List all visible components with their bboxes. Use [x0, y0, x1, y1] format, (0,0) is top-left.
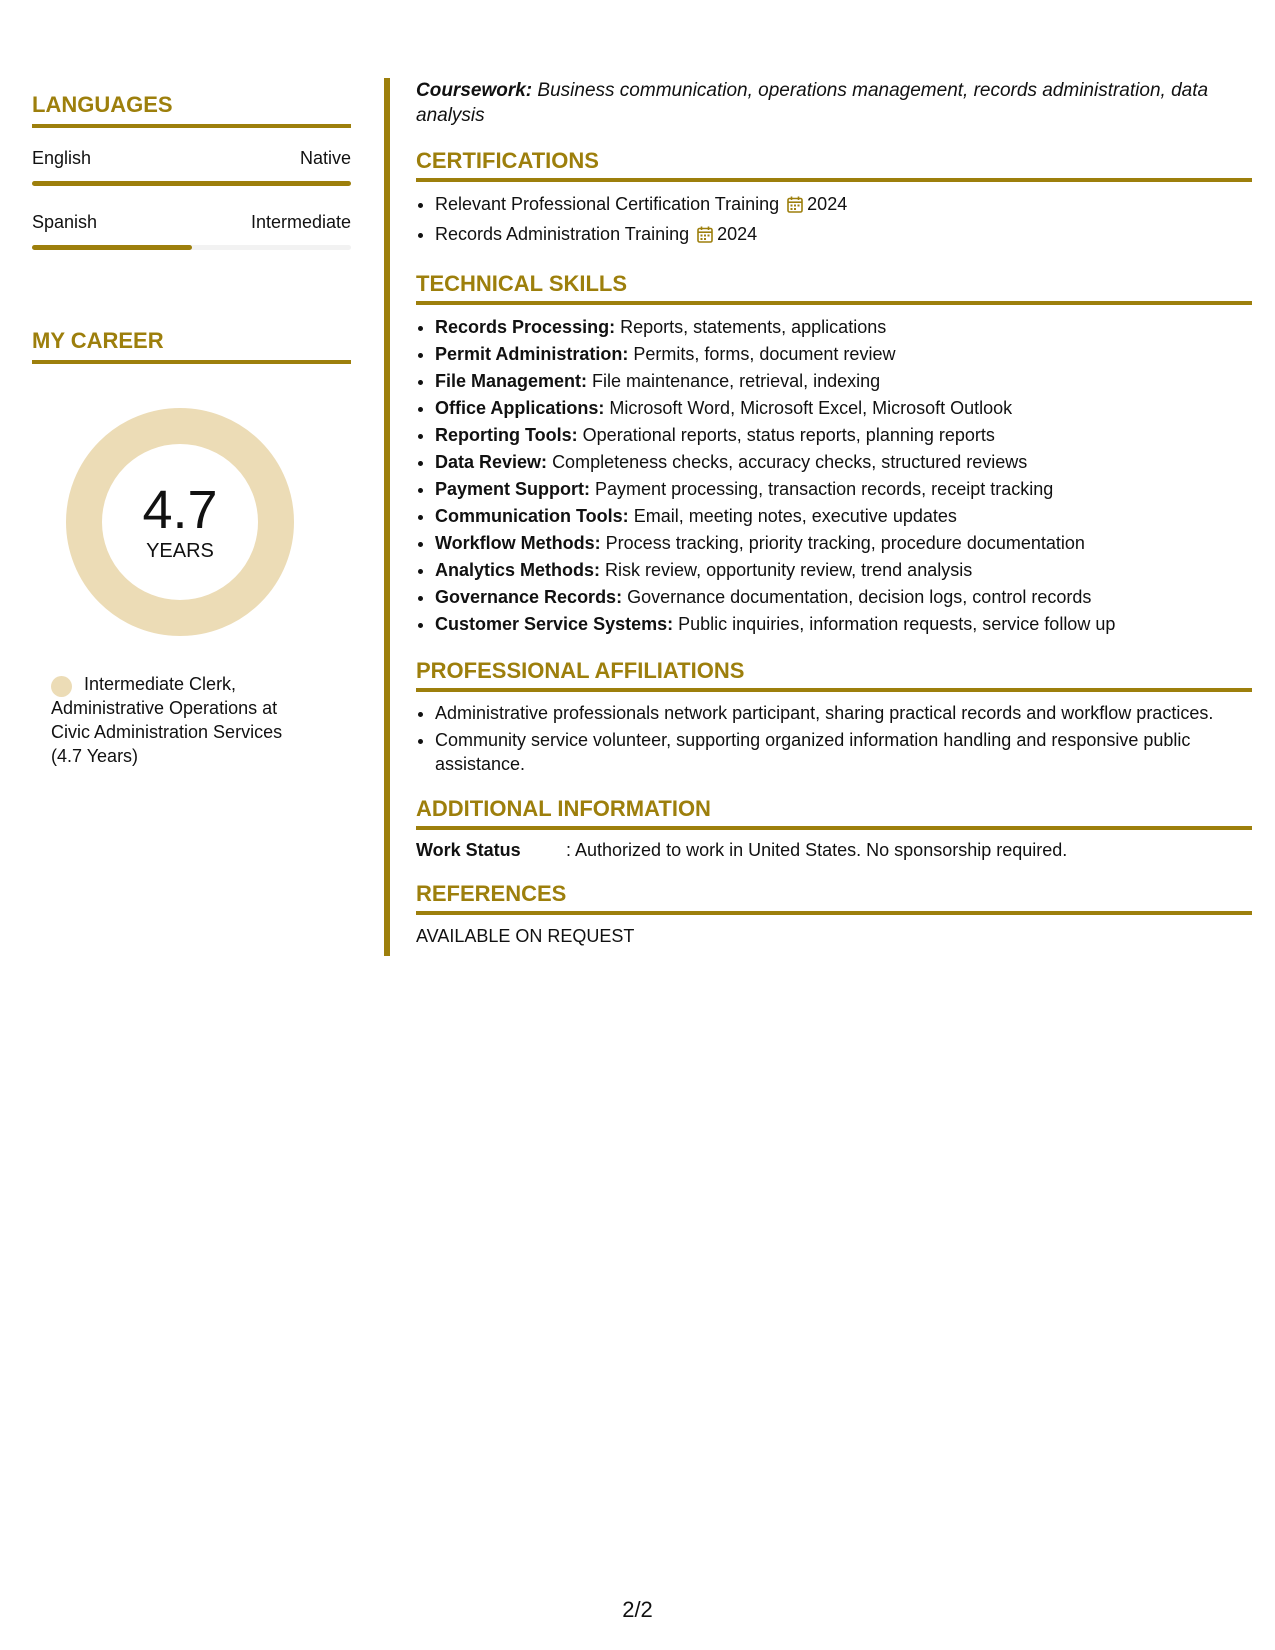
career-heading: MY CAREER	[32, 328, 351, 364]
skill-item	[435, 395, 1252, 422]
additional-info-section	[416, 796, 1252, 861]
skill-item	[435, 476, 1252, 503]
skill-label: Communication Tools:	[435, 506, 629, 526]
skill-item	[435, 530, 1252, 557]
skill-item	[435, 584, 1252, 611]
right-column	[416, 78, 1252, 947]
skill-text: File maintenance, retrieval, indexing	[592, 371, 881, 391]
certification-item	[435, 221, 1252, 251]
languages-heading: LANGUAGES	[32, 92, 351, 128]
skill-label: File Management:	[435, 371, 588, 391]
references-heading: REFERENCES	[416, 881, 1252, 915]
career-years-value: 4.7	[142, 479, 218, 540]
affiliations-list	[416, 701, 1252, 776]
technical-skills-heading: TECHNICAL SKILLS	[416, 271, 1252, 305]
skill-text: Operational reports, status reports, planning reports	[582, 425, 995, 445]
skill-text: Microsoft Word, Microsoft Excel, Microsoft Outlook	[609, 398, 1013, 418]
skill-text: Payment processing, transaction records, receipt tracking	[595, 479, 1054, 499]
affiliations-heading: PROFESSIONAL AFFILIATIONS	[416, 658, 1252, 692]
certification-name: Relevant Professional Certification Training	[435, 194, 780, 214]
language-proficiency-fill	[32, 181, 351, 186]
skill-label: Data Review:	[435, 452, 548, 472]
skill-text: Reports, statements, applications	[620, 317, 887, 337]
coursework-label: Coursework:	[416, 80, 533, 101]
references-section	[416, 881, 1252, 947]
skill-label: Workflow Methods:	[435, 533, 601, 553]
certifications-list	[416, 191, 1252, 251]
references-text: AVAILABLE ON REQUEST	[416, 926, 635, 946]
certifications-heading: CERTIFICATIONS	[416, 148, 1252, 182]
language-proficiency-bar	[32, 181, 351, 186]
language-level: Native	[299, 148, 351, 168]
work-status-label: Work Status	[416, 840, 521, 860]
language-level: Intermediate	[250, 212, 351, 232]
language-item-spanish	[32, 212, 351, 250]
technical-skills-list	[416, 314, 1252, 638]
career-entry	[51, 672, 311, 768]
certifications-section	[416, 148, 1252, 251]
skill-label: Payment Support:	[435, 479, 591, 499]
skill-item	[435, 422, 1252, 449]
language-item-english	[32, 148, 351, 186]
page-number: 2/2	[622, 1597, 653, 1622]
skill-label: Governance Records:	[435, 587, 623, 607]
left-column	[32, 92, 351, 768]
certification-year: 2024	[807, 194, 848, 214]
skill-text: Completeness checks, accuracy checks, structured reviews	[552, 452, 1028, 472]
career-years-unit: YEARS	[146, 539, 214, 562]
skill-text: Governance documentation, decision logs, control records	[627, 587, 1092, 607]
certification-year: 2024	[717, 224, 758, 244]
skill-label: Reporting Tools:	[435, 425, 578, 445]
skill-text: Process tracking, priority tracking, procedure documentation	[605, 533, 1085, 553]
work-status-value: : Authorized to work in United States. No sponsorship required.	[566, 840, 1068, 860]
language-name: Spanish	[32, 212, 98, 232]
skill-item	[435, 341, 1252, 368]
additional-info-heading: ADDITIONAL INFORMATION	[416, 796, 1252, 830]
skill-item	[435, 368, 1252, 395]
language-proficiency-fill	[32, 245, 192, 250]
skill-label: Permit Administration:	[435, 344, 629, 364]
career-years-donut	[66, 408, 294, 636]
skill-label: Customer Service Systems:	[435, 614, 674, 634]
certification-item	[435, 191, 1252, 221]
skill-item	[435, 611, 1252, 638]
coursework	[416, 78, 1252, 128]
skill-item	[435, 557, 1252, 584]
skill-text: Permits, forms, document review	[633, 344, 896, 364]
skill-label: Analytics Methods:	[435, 560, 601, 580]
skill-label: Office Applications:	[435, 398, 605, 418]
skill-text: Email, meeting notes, executive updates	[633, 506, 957, 526]
calendar-icon	[697, 224, 713, 251]
skill-item	[435, 314, 1252, 341]
skill-item	[435, 449, 1252, 476]
affiliations-section	[416, 658, 1252, 776]
language-name: English	[32, 148, 92, 168]
skill-text: Public inquiries, information requests, service follow up	[678, 614, 1116, 634]
technical-skills-section	[416, 271, 1252, 638]
calendar-icon	[787, 194, 803, 221]
skill-text: Risk review, opportunity review, trend analysis	[605, 560, 973, 580]
career-entry-text: Intermediate Clerk, Administrative Operations at Civic Administration Services (4.7 Years)	[51, 674, 283, 766]
certification-name: Records Administration Training	[435, 224, 690, 244]
skill-label: Records Processing:	[435, 317, 616, 337]
column-divider	[384, 78, 390, 956]
skill-item	[435, 503, 1252, 530]
affiliation-item: • Administrative professionals network participant, sharing practical records and workflow practices.	[435, 701, 1252, 725]
coursework-text: Business communication, operations management, records administration, data analysis	[416, 80, 1209, 126]
work-status-row	[416, 840, 1252, 861]
affiliation-item: • Community service volunteer, supporting organized information handling and responsive public assistance.	[435, 728, 1252, 776]
language-proficiency-bar	[32, 245, 351, 250]
career-legend-dot	[51, 676, 72, 697]
